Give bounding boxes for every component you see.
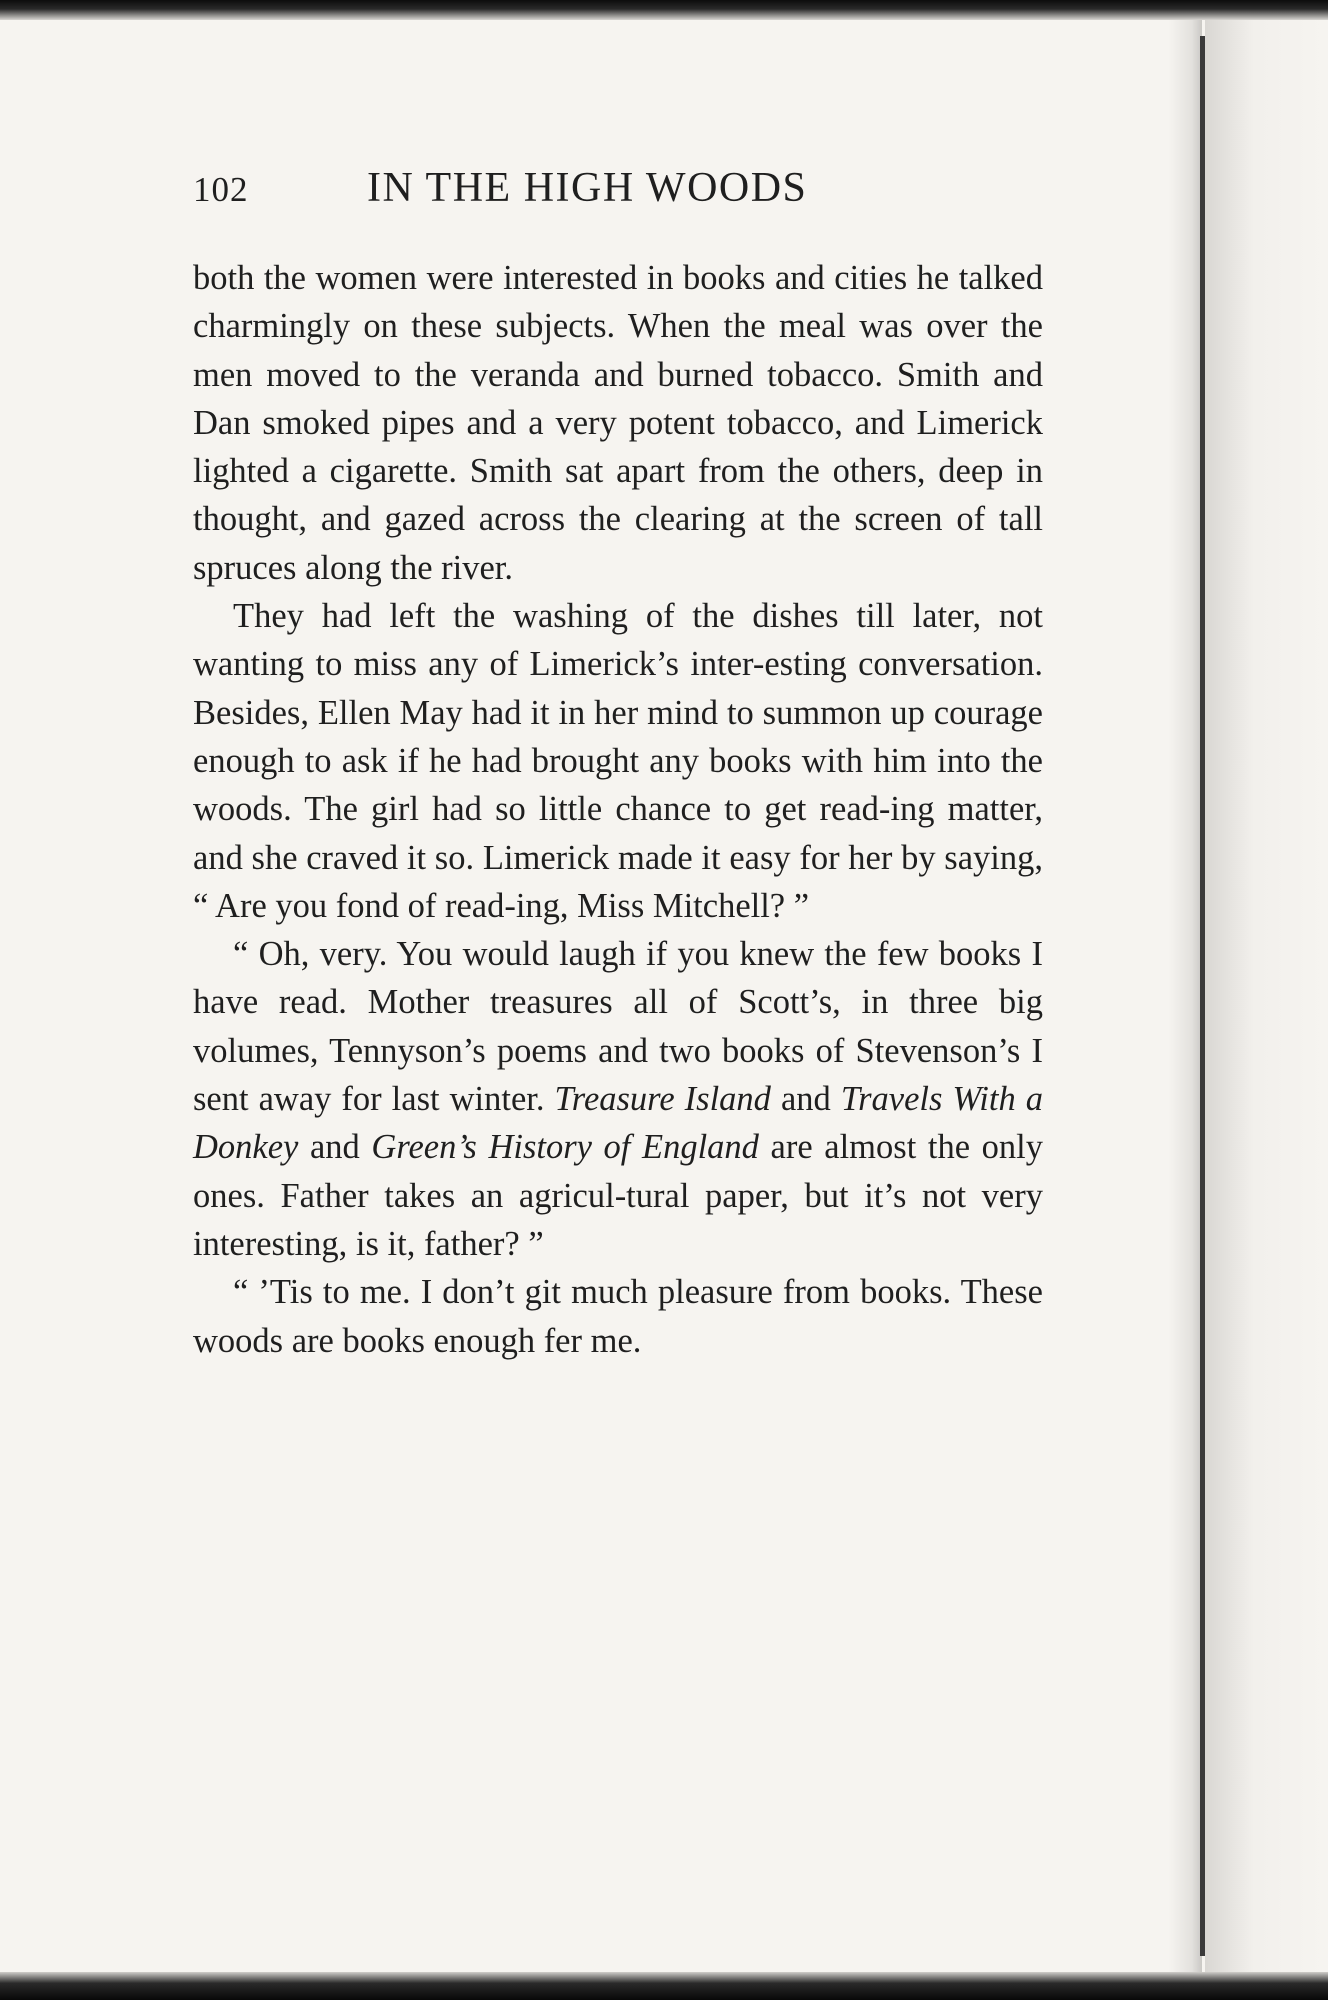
running-header xyxy=(193,158,1043,218)
page-number: 102 xyxy=(193,170,249,209)
paragraph-3 xyxy=(193,930,1043,1268)
gutter-shadow xyxy=(1168,20,1202,1972)
paragraph-3-text-b: and xyxy=(770,1080,841,1119)
paragraph-1: both the women were interested in books and cities he talked charmingly on these subjects. When the meal was over the men moved to the veranda and burned tobacco. Smith and Dan smoked pipes and a very potent tobacco, and Limerick lighted a cigarette. Smith sat apart from the others, deep in thought, and gazed across the clearing at the screen of tall spruces along the river. xyxy=(193,259,1043,587)
facing-page-edge xyxy=(1205,20,1328,1972)
paragraph-3-text-a: “ Oh, very. You would laugh if you knew the few books I have read. Mother treasures all of Scott’s, in three big volumes, Tennyson’s poems and two books of Stevenson’s I sent away for last winter. xyxy=(193,935,1043,1119)
book-title-treasure-island: Treasure Island xyxy=(554,1080,771,1119)
page-content xyxy=(193,158,1043,1365)
body-text xyxy=(193,254,1043,1365)
paragraph-3-text-d: are almost the only ones. Father takes an agricul-tural paper, but it’s not very interesting, is it, father? ” xyxy=(193,1128,1044,1263)
book-title-greens-history: Green’s History of England xyxy=(371,1128,759,1167)
scan-top-edge xyxy=(0,0,1328,20)
running-title: IN THE HIGH WOODS xyxy=(367,165,808,211)
book-title-travels-with-a-donkey: Travels With a Donkey xyxy=(193,1080,1043,1167)
paragraph-4: “ ’Tis to me. I don’t git much pleasure from books. These woods are books enough fer me. xyxy=(193,1273,1043,1360)
paragraph-2: They had left the washing of the dishes till later, not wanting to miss any of Limerick’s inter-esting conversation. Besides, Ellen May had it in her mind to summon up courage enough to ask if he had brought any books with him into the woods. The girl had so little chance to get read-ing matter, and she craved it so. Limerick made it easy for her by saying, “ Are you fond of read-ing, Miss Mitchell? ” xyxy=(193,597,1043,925)
paragraph-3-text-c: and xyxy=(298,1128,372,1167)
scan-bottom-edge xyxy=(0,1972,1328,2000)
